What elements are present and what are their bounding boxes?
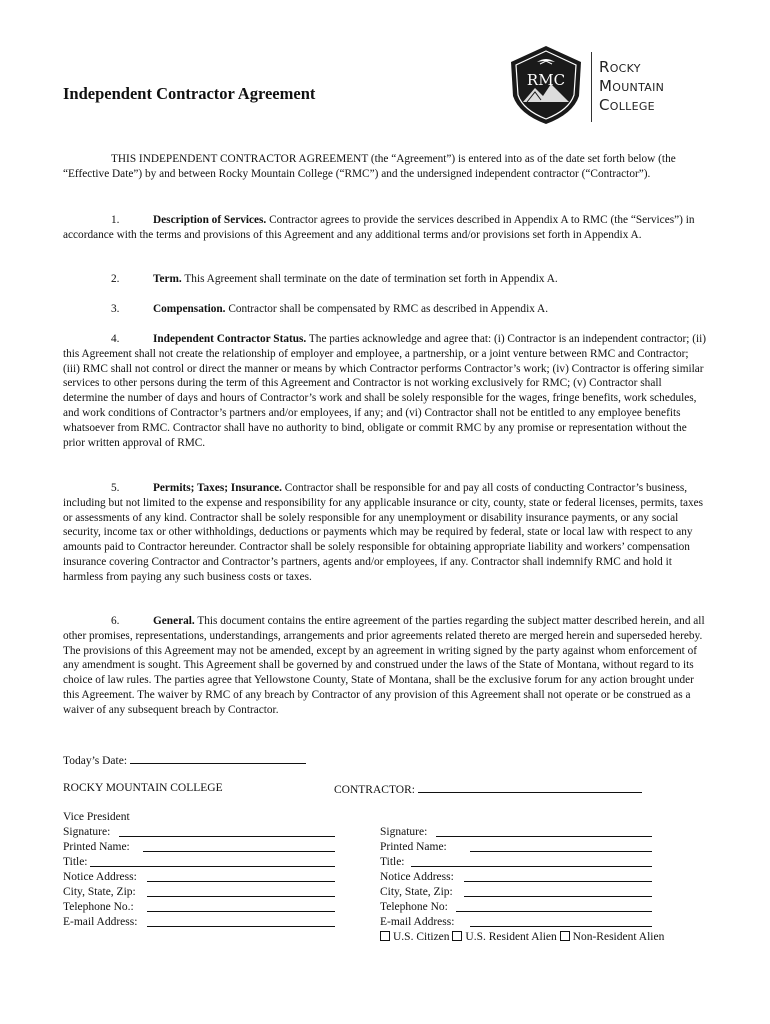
rmc-city-state-zip-field[interactable]: [147, 885, 335, 897]
field-label: Telephone No.:: [63, 901, 134, 913]
section-heading: General.: [153, 615, 195, 627]
contractor-printed-name-field[interactable]: [470, 840, 652, 852]
rmc-party-label: ROCKY MOUNTAIN COLLEGE: [63, 782, 223, 794]
contractor-name-field[interactable]: [418, 781, 642, 793]
checkbox-label: Non-Resident Alien: [572, 931, 665, 943]
logo-word-1: Rocky: [599, 58, 641, 76]
contractor-notice-address-field[interactable]: [464, 870, 652, 882]
section-number: 1.: [111, 214, 120, 226]
section-heading: Description of Services.: [153, 214, 267, 226]
intro-paragraph: [63, 152, 708, 182]
field-label: E-mail Address:: [380, 916, 455, 928]
rmc-printed-name-field[interactable]: [143, 840, 335, 852]
field-label: Title:: [63, 856, 88, 868]
todays-date-row: [63, 752, 306, 769]
us-resident-alien-checkbox[interactable]: [452, 931, 462, 941]
section-heading: Compensation.: [153, 303, 226, 315]
contractor-party-row: [334, 781, 642, 798]
section-number: 6.: [111, 615, 120, 627]
us-citizen-checkbox[interactable]: [380, 931, 390, 941]
contractor-telephone-field[interactable]: [456, 900, 652, 912]
checkbox-label: U.S. Citizen: [393, 931, 450, 943]
field-label: Notice Address:: [380, 871, 454, 883]
field-label: Signature:: [380, 826, 428, 838]
field-label: Printed Name:: [63, 841, 130, 853]
rmc-notice-address-row: [63, 870, 338, 885]
contractor-email-field[interactable]: [470, 915, 652, 927]
todays-date-label: Today’s Date:: [63, 755, 128, 767]
contractor-party-label: CONTRACTOR:: [334, 784, 415, 796]
intro-text: THIS INDEPENDENT CONTRACTOR AGREEMENT (the “Agreement”) is entered into as of the date set forth below (the “Effective Date”) by and between Rocky Mountain College (“RMC”) and the undersigned independent contractor (“Contractor”).: [63, 153, 676, 180]
non-resident-alien-checkbox[interactable]: [560, 931, 570, 941]
rmc-title-field[interactable]: [90, 855, 335, 867]
section-text: Contractor shall be compensated by RMC as described in Appendix A.: [228, 303, 549, 315]
contractor-signature-block: [380, 825, 700, 945]
checkbox-label: U.S. Resident Alien: [465, 931, 557, 943]
rmc-signature-row: [63, 825, 338, 840]
logo-word-2: Mountain: [599, 77, 665, 95]
contractor-city-state-zip-row: [380, 885, 700, 900]
rmc-notice-address-field[interactable]: [147, 870, 335, 882]
contractor-printed-name-row: [380, 840, 700, 855]
contractor-signature-field[interactable]: [436, 825, 652, 837]
logo-divider: [591, 52, 592, 122]
shield-logo-icon: [507, 44, 585, 126]
field-label: Printed Name:: [380, 841, 447, 853]
section-number: 5.: [111, 482, 120, 494]
section-heading: Term.: [153, 273, 182, 285]
rmc-title-row: [63, 855, 338, 870]
document-title: Independent Contractor Agreement: [63, 84, 316, 103]
contractor-city-state-zip-field[interactable]: [464, 885, 652, 897]
college-logo: [507, 44, 707, 130]
contractor-signature-row: [380, 825, 700, 840]
section-text: Contractor shall be responsible for and pay all costs of conducting Contractor’s business, including but not limited to the expense and responsibility for any applicable insurance or city, county, state or federal licenses, permits, taxes or assessments of any kind. Contractor shall be solely responsible for any unemployment or disability insurance payments, or any social security, income tax or other withholdings, deductions or payments which may be required by federal, state or local law with respect to any amounts paid to Contractor hereunder. Contractor shall be solely responsible for obtaining appropriate liability and workers’ compensation insurance covering Contractor and Contractor’s partners, agents and/or employees, if any. Contractor shall indemnify RMC and hold it harmless from paying any such business costs or taxes.: [63, 482, 704, 583]
rmc-printed-name-row: [63, 840, 338, 855]
section-2: [63, 272, 708, 287]
section-text: This Agreement shall terminate on the date of termination set forth in Appendix A.: [184, 273, 558, 285]
contractor-email-row: [380, 915, 700, 930]
section-3: [63, 302, 708, 317]
section-text: The parties acknowledge and agree that: (i) Contractor is an independent contractor; (ii) this Agreement shall not create the relationship of employer and employee, a partnership, or a joint venture between RMC and Contractor; (iii) RMC shall not control or direct the manner or means by which Contractor performs Contractor’s work; (iv) Contractor is offering similar services to other persons during the term of this Agreement and Contractor is not working exclusively for RMC; (v) Contractor shall determine the number of days and hours of Contractor’s work and shall be solely responsible for the wages, fringe benefits, work schedules, and work conditions of Contractor’s partners and/or employees, if any; and (vi) Contractor shall not be entitled to any employee benefits whatsoever from RMC. Contractor shall have no authority to bind, obligate or commit RMC by any promise or representation without the prior written approval of RMC.: [63, 333, 707, 449]
rmc-signature-field[interactable]: [119, 825, 335, 837]
section-number: 4.: [111, 333, 120, 345]
section-6: [63, 614, 708, 718]
section-number: 2.: [111, 273, 120, 285]
rmc-email-row: [63, 915, 338, 930]
section-text: This document contains the entire agreement of the parties regarding the subject matter described herein, and all other promises, representations, understandings, arrangements and prior agreements related thereto are merged herein and superseded hereby. The provisions of this Agreement may not be amended, except by an agreement in writing signed by the party against whom enforcement of any amendment is sought. This Agreement shall be governed by and construed under the laws of the State of Montana, without regard to its choice of law rules. The parties agree that Yellowstone County, State of Montana, shall be the exclusive forum for any action brought under this Agreement. The waiver by RMC of any breach by Contractor of any provision of this Agreement shall not operate or be construed as a waiver of any subsequent breach by Contractor.: [63, 615, 705, 716]
rmc-email-field[interactable]: [147, 915, 335, 927]
logo-word-3: College: [599, 96, 655, 114]
field-label: Title:: [380, 856, 405, 868]
field-label: E-mail Address:: [63, 916, 138, 928]
rmc-title-line: Vice President: [63, 811, 130, 823]
rmc-city-state-zip-row: [63, 885, 338, 900]
section-text: Contractor agrees to provide the services described in Appendix A to RMC (the “Services”) in accordance with the terms and provisions of this Agreement and any additional terms and/or provisions set forth in Appendix A.: [63, 214, 695, 241]
rmc-signature-block: [63, 810, 338, 930]
contractor-telephone-row: [380, 900, 700, 915]
field-label: Notice Address:: [63, 871, 137, 883]
citizenship-options: [380, 930, 700, 945]
contractor-title-field[interactable]: [411, 855, 652, 867]
field-label: City, State, Zip:: [380, 886, 453, 898]
field-label: City, State, Zip:: [63, 886, 136, 898]
logo-wordmark: [599, 58, 664, 115]
contractor-title-row: [380, 855, 700, 870]
rmc-telephone-field[interactable]: [147, 900, 335, 912]
section-1: [63, 213, 708, 243]
section-heading: Permits; Taxes; Insurance.: [153, 482, 282, 494]
contractor-notice-address-row: [380, 870, 700, 885]
field-label: Signature:: [63, 826, 111, 838]
section-4: [63, 332, 708, 450]
field-label: Telephone No:: [380, 901, 448, 913]
logo-monogram: RMC: [526, 71, 566, 89]
section-5: [63, 481, 708, 585]
section-heading: Independent Contractor Status.: [153, 333, 307, 345]
rmc-telephone-row: [63, 900, 338, 915]
todays-date-field[interactable]: [130, 752, 306, 764]
section-number: 3.: [111, 303, 120, 315]
